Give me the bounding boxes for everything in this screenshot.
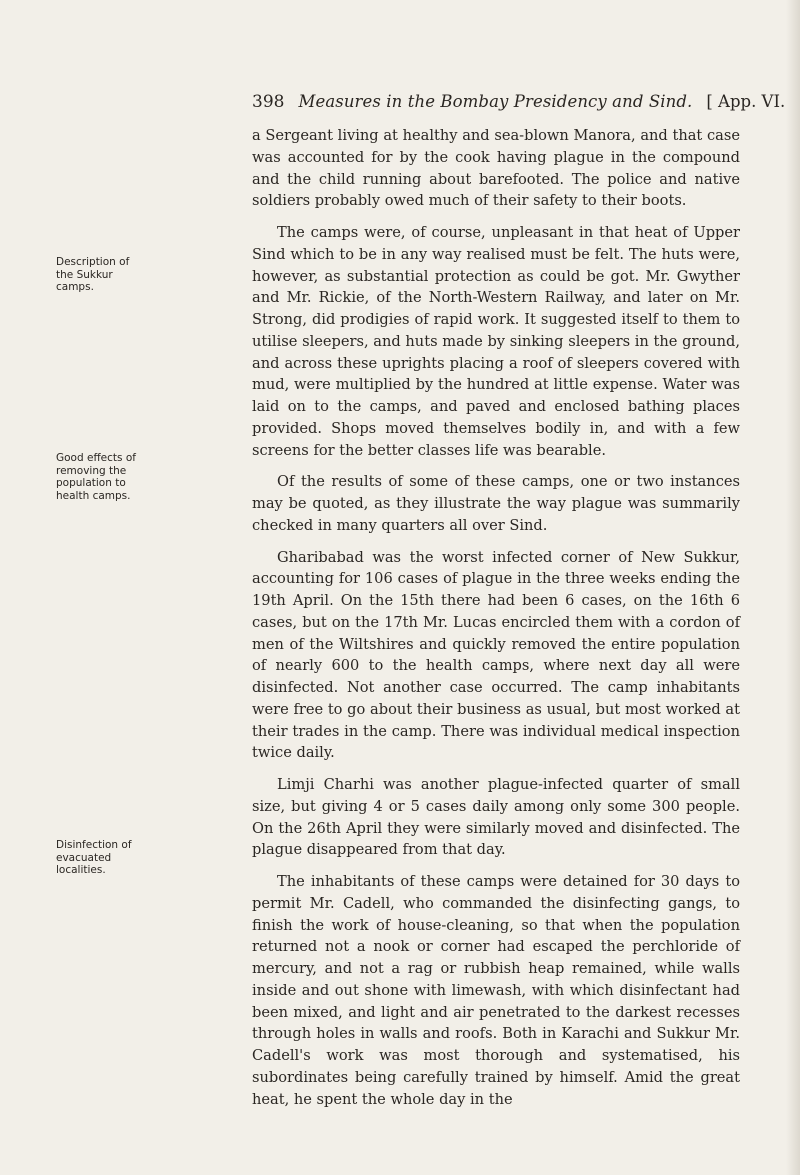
paragraph: Gharibabad was the worst infected corner of New Sukkur, accounting for 106 cases of plague in the three weeks ending the 19th April. On the 15th there had been 6 cases, on the 16th 6 cases, but on the 17th Mr. Lucas encircled them with a cordon of men of the Wiltshires and quickly removed the entire population of nearly 600 to the health camps, where next day all were disinfected. Not another case occurred. The camp inhabitants were free to go about their business as usual, but most worked at their trades in the camp. There was individual medical inspection twice daily. <box>252 548 740 762</box>
page-number: 398 <box>252 92 285 112</box>
body-text <box>252 125 740 1110</box>
paragraph: Limji Charhi was another plague-infected quarter of small size, but giving 4 or 5 cases daily among only some 300 people. On the 26th April they were similarly moved and disinfected. The plague disappeared from that day. <box>252 776 740 859</box>
running-head <box>252 92 786 112</box>
paragraph: a Sergeant living at healthy and sea-blown Manora, and that case was accounted for by the cook having plague in the compound and the child running about barefooted. The police and native soldiers probably owed much of their safety to their boots. <box>252 127 740 210</box>
margin-note-disinfection: Disinfection of evacuated localities. <box>56 839 132 876</box>
paragraph: The inhabitants of these camps were detained for 30 days to permit Mr. Cadell, who commanded the disinfecting gangs, to finish the work of house-cleaning, so that when the population returned not a nook or corner had escaped the perchloride of mercury, and not a rag or rubbish heap remained, while walls inside and out shone with limewash, with which disinfectant had been mixed, and light and air penetrated to the darkest recesses through holes in walls and roofs. Both in Karachi and Sukkur Mr. Cadell's work was most thorough and systematised, his subordinates being carefully trained by himself. Amid the great heat, he spent the whole day in the <box>252 873 740 1108</box>
section-marker: [ App. VI. <box>706 92 786 111</box>
margin-note-sukkur-camps: Description of the Sukkur camps. <box>56 256 130 293</box>
paragraph: Of the results of some of these camps, one or two instances may be quoted, as they illustrate the way plague was summarily checked in many quarters all over Sind. <box>252 473 740 534</box>
page-edge-shadow <box>786 0 800 1175</box>
margin-note-health-camps: Good effects of removing the population to health camps. <box>56 452 136 502</box>
running-title: Measures in the Bombay Presidency and Sind. <box>298 92 693 111</box>
paragraph: The camps were, of course, unpleasant in that heat of Upper Sind which to be in any way realised must be felt. The huts were, however, as substantial protection as could be got. Mr. Gwyther and Mr. Rickie, of the North-Western Railway, and later on Mr. Strong, did prodigies of rapid work. It suggested itself to them to utilise sleepers, and huts made by sinking sleepers in the ground, and across these uprights placing a roof of sleepers covered with mud, were multiplied by the hundred at little expense. Water was laid on to the camps, and paved and enclosed bathing places provided. Shops moved themselves bodily in, and with a few screens for the better classes life was bearable. <box>252 224 740 459</box>
